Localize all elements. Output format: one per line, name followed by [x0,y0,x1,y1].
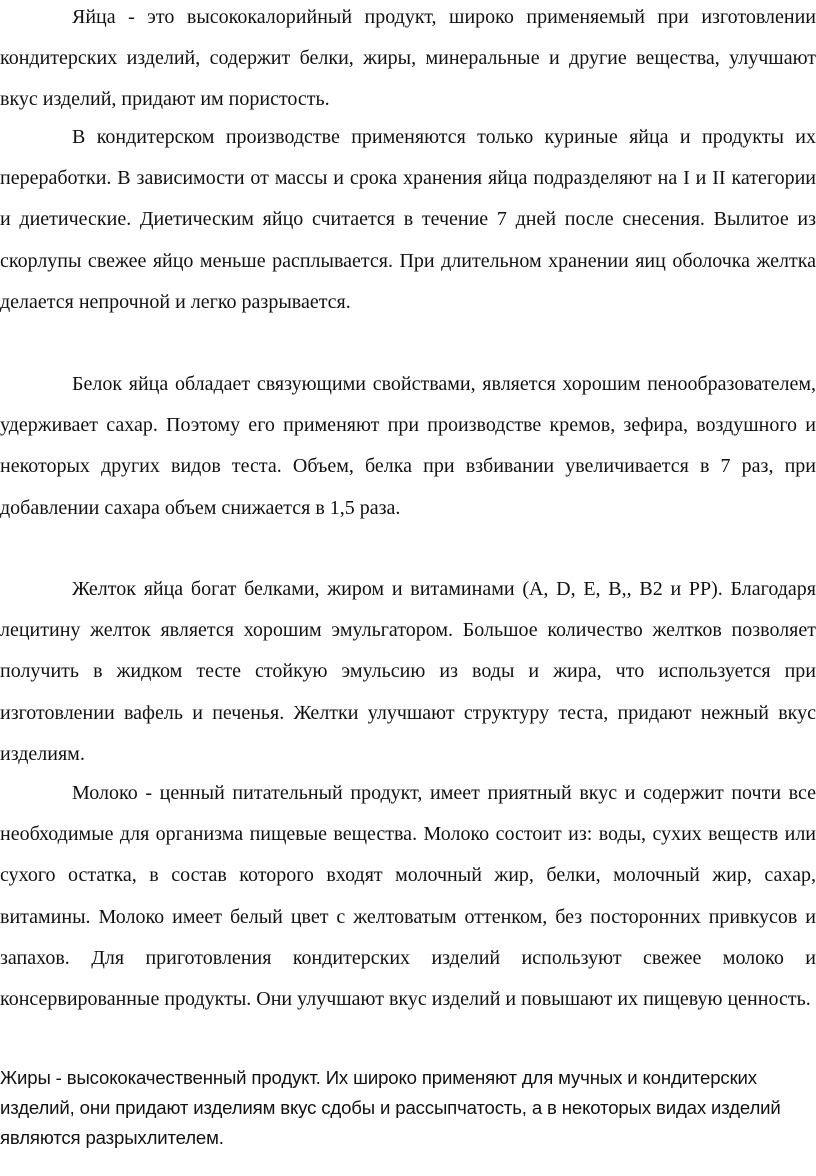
paragraph-eggs-categories: В кондитерском производстве применяются только куриные яйца и продукты их переработки. В зависимости от массы и срока хранения яйца подразделяют на I и II категории и диетические. Диетическим яйцо считается в течение 7 дней после снесения. Вылитое из скорлупы свежее яйцо меньше расплывается. При длительном хранении яиц оболочка желтка делается непрочной и легко разрывается. [0,126,816,313]
paragraph-milk: Молоко - ценный питательный продукт, имеет приятный вкус и содержит почти все необходимые для организма пищевые вещества. Молоко состоит из: воды, сухих веществ или сухого остатка, в состав которого входят молочный жир, белки, молочный жир, сахар, витамины. Молоко имеет белый цвет с желтоватым оттенком, без посторонних привкусов и запахов. Для приготовления кондитерских изделий используют свежее молоко и консервированные продукты. Они улучшают вкус изделий и повышают их пищевую ценность. [0,782,816,1011]
paragraph-fats: Жиры - высококачественный продукт. Их широко применяют для мучных и кондитерских изделий, они придают изделиям вкус сдобы и рассыпчатость, а в некоторых видах изделий являются разрыхлителем. [0,1067,781,1148]
paragraph-egg-white: Белок яйца обладает связующими свойствами, является хорошим пенообразователем, удерживает сахар. Поэтому его применяют при производстве кремов, зефира, воздушного и некоторых других видов теста. Объем, белка при взбивании увеличивается в 7 раз, при добавлении сахара объем снижается в 1,5 раза. [0,373,816,519]
paragraph-egg-yolk: Желток яйца богат белками, жиром и витаминами (А, D, Е, В,, В2 и РР). Благодаря лецитину желток является хорошим эмульгатором. Большое количество желтков позволяет получить в жидком тесте стойкую эмульсию из воды и жира, что используется при изготовлении вафель и печенья. Желтки улучшают структуру теста, придают нежный вкус изделиям. [0,578,816,765]
paragraph-eggs-intro: Яйца - это высококалорийный продукт, широко применяемый при изготовлении кондитерских изделий, содержит белки, жиры, минеральные и другие вещества, улучшают вкус изделий, придают им пористость. [0,6,816,111]
